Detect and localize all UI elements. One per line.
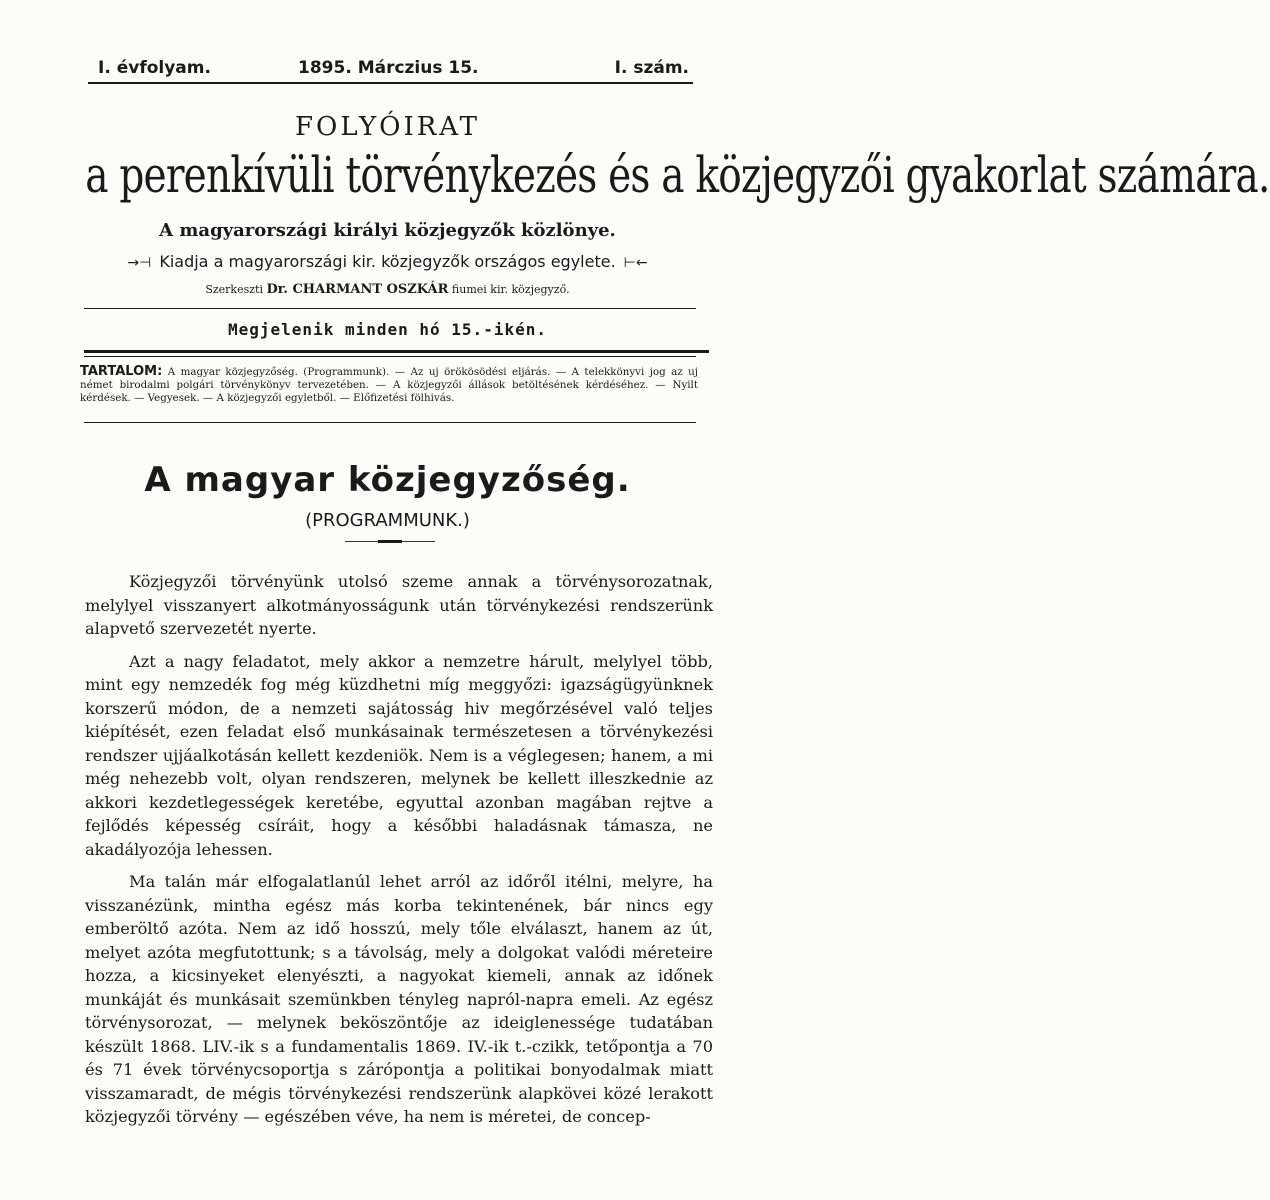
issue-number: I. szám.	[614, 58, 689, 78]
publication-schedule: Megjelenik minden hó 15.-ikén.	[228, 320, 547, 339]
journal-title: a perenkívüli törvénykezés és a közjegyzői gyakorlat számára.	[85, 146, 1270, 204]
paragraph: Közjegyzői törvényünk utolsó szeme annak a törvénysorozatnak, melylyel visszanyert alkotmányosságunk után törvénykezési rendszerünk alapvető szervezetét nyerte.	[85, 572, 713, 638]
masthead-rule	[88, 82, 693, 84]
header-rule-top	[84, 308, 696, 309]
editor-name: Dr. CHARMANT OSZKÁR	[266, 282, 449, 297]
ornament-rule	[345, 541, 435, 542]
article-title: A magyar közjegyzőség.	[144, 460, 631, 500]
toc-rule	[84, 422, 696, 423]
journal-label: FOLYÓIRAT	[295, 112, 480, 142]
article-body	[85, 570, 713, 1138]
paragraph: Ma talán már elfogalatlanúl lehet arról az időről itélni, melyre, ha visszanézünk, mintha egész más korba tekintenének, bár nincs egy emberöltő azóta. Nem az idő hosszú, mely tőle elválaszt, hanem az út, melyet azóta megfutottunk; s a távolság, mely a dolgokat valódi méreteire hozza, a kicsinyeket elenyészti, a nagyokat kiemeli, annak az időnek munkáját és munkásait szemünkben tényleg napról-napra emeli. Az egész törvénysorozat, — melynek beköszöntője az ideiglenessége tudatában készült 1868. LIV.-ik s a fundamentalis 1869. IV.-ik t.-czikk, tetőpontja a 70 és 71 évek törvénycsoportja s zárópontja a politikai bonyodalmak miatt visszamaradt, de mégis törvénykezési rendszerünk alapkövei közé lerakott közjegyzői törvény — egészében véve, ha nem is méretei, de concep-	[85, 872, 713, 1126]
arrow-ornament-left: →⊣	[127, 255, 152, 271]
header-rule-thin	[84, 356, 696, 357]
header-rule-thick	[84, 350, 709, 353]
volume-label: I. évfolyam.	[98, 58, 211, 78]
paragraph: Azt a nagy feladatot, mely akkor a nemzetre hárult, melylyel több, mint egy nemzedék fog még küzdhetni míg meggyőzi: igazságügyünknek korszerű módon, de a nemzeti sajátosság hiv megőrzésével való teljes kiépítését, ezen feladat első munkásainak természetesen a törvénykezési rendszer ujjáalkotásán kellett kezdeniök. Nem is a véglegesen; hanem, a mi még nehezebb volt, olyan rendszeren, melynek be kellett illeszkednie az akkori kezdetlegességek keretébe, egyuttal azonban magában rejtve a fejlődés képesség csíráit, hogy a későbbi haladásnak támasza, ne akadályozója lehessen.	[85, 651, 713, 859]
masthead	[88, 58, 693, 82]
editor-line	[0, 282, 775, 297]
editor-suffix: fiumei kir. közjegyző.	[451, 283, 570, 296]
issue-date: 1895. Márczius 15.	[298, 58, 479, 78]
toc-text: A magyar közjegyzőség. (Programmunk). — Az uj örökösödési eljárás. — A telekkönyvi jog az uj német birodalmi polgári törvénykönyv tervezetében. — A közjegyzői állások betöltésének kérdéséhez. — Nyilt kérdések. — Vegyesek. — A közjegyzői egyletből. — Előfizetési fölhivás.	[80, 366, 698, 404]
journal-subtitle: A magyarországi királyi közjegyzők közlönye.	[159, 220, 616, 241]
arrow-ornament-right: ⊢←	[623, 255, 648, 271]
publisher-text: Kiadja a magyarországi kir. közjegyzők országos egylete.	[159, 252, 616, 271]
editor-prefix: Szerkeszti	[205, 283, 263, 296]
table-of-contents	[80, 365, 698, 405]
article-subtitle: (PROGRAMMUNK.)	[305, 510, 470, 531]
toc-label: TARTALOM:	[80, 364, 163, 379]
publisher-line	[0, 252, 775, 271]
